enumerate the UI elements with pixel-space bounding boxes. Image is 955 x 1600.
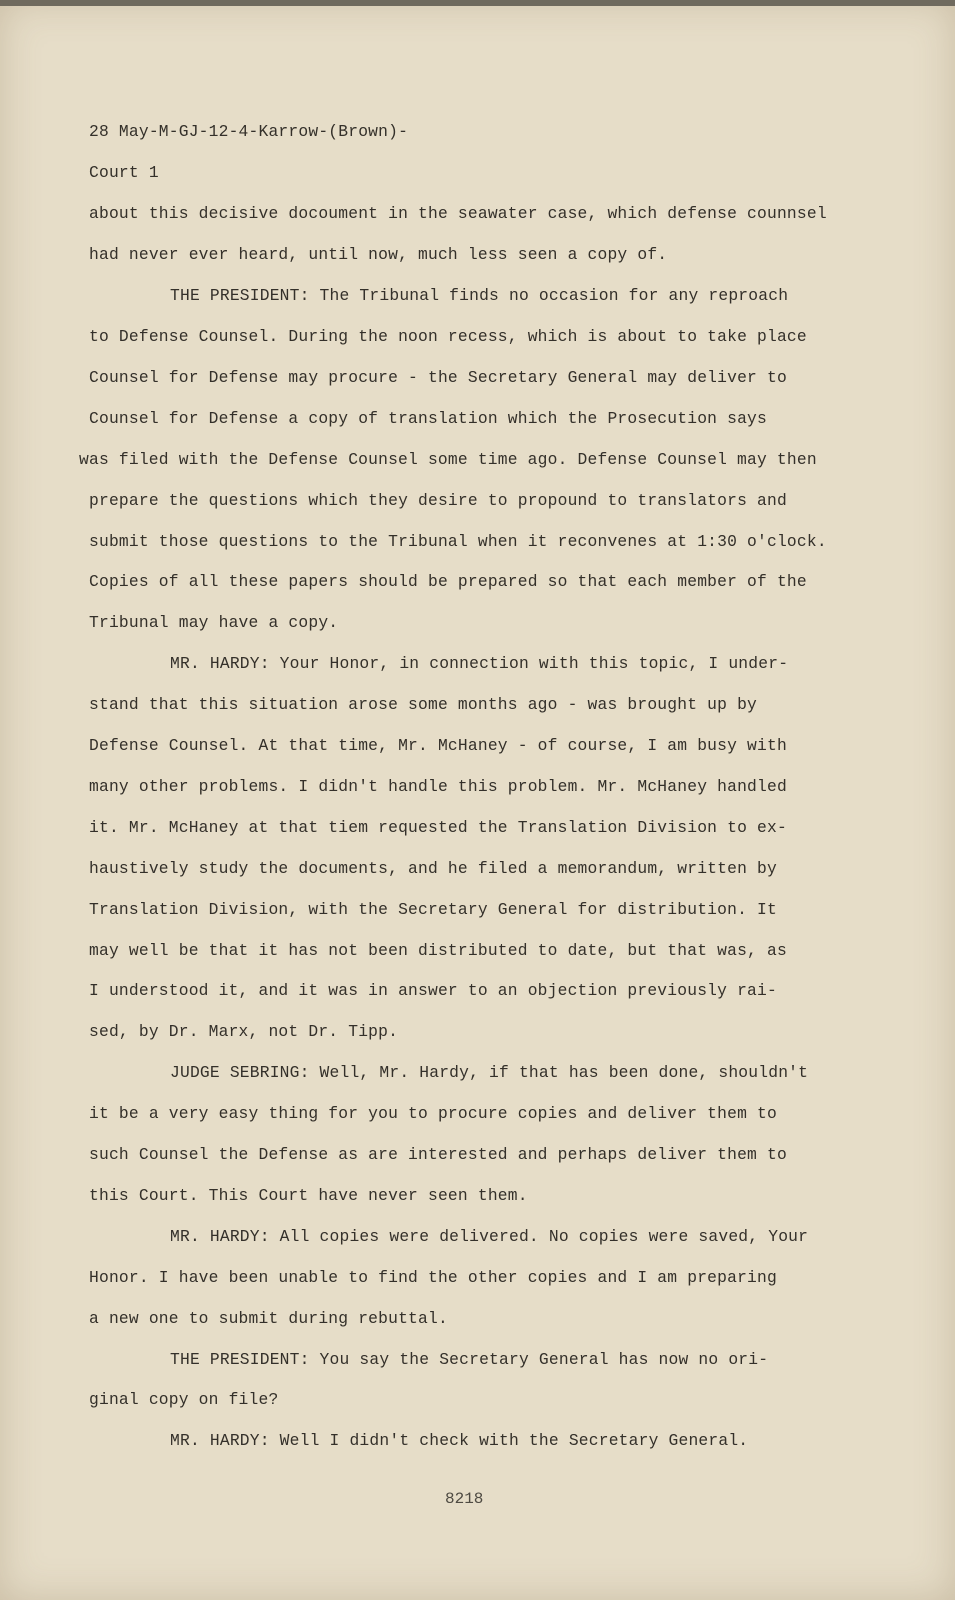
page-top-edge	[0, 0, 955, 6]
text-line: such Counsel the Defense as are interested and perhaps deliver them to	[89, 1145, 787, 1164]
text-line: had never ever heard, until now, much less seen a copy of.	[89, 245, 668, 264]
text-line: to Defense Counsel. During the noon recess, which is about to take place	[89, 327, 807, 346]
text-line: Copies of all these papers should be prepared so that each member of the	[89, 572, 807, 591]
text-line: I understood it, and it was in answer to an objection previously rai-	[89, 981, 777, 1000]
text-line: haustively study the documents, and he filed a memorandum, written by	[89, 859, 777, 878]
text-line: ginal copy on file?	[89, 1390, 279, 1409]
text-line: this Court. This Court have never seen them.	[89, 1186, 528, 1205]
speaker-line: THE PRESIDENT: You say the Secretary General has now no ori-	[170, 1350, 769, 1369]
text-line: Counsel for Defense may procure - the Secretary General may deliver to	[89, 368, 787, 387]
page-number: 8218	[445, 1490, 484, 1508]
text-line: stand that this situation arose some months ago - was brought up by	[89, 695, 758, 714]
text-line: it be a very easy thing for you to procure copies and deliver them to	[89, 1104, 777, 1123]
text-line: Honor. I have been unable to find the other copies and I am preparing	[89, 1268, 777, 1287]
text-line: submit those questions to the Tribunal when it reconvenes at 1:30 o'clock.	[89, 532, 827, 551]
text-line: about this decisive docoument in the seawater case, which defense counnsel	[89, 204, 827, 223]
speaker-line: JUDGE SEBRING: Well, Mr. Hardy, if that has been done, shouldn't	[170, 1063, 809, 1082]
text-line: may well be that it has not been distributed to date, but that was, as	[89, 941, 787, 960]
text-line: it. Mr. McHaney at that tiem requested the Translation Division to ex-	[89, 818, 787, 837]
text-line: was filed with the Defense Counsel some time ago. Defense Counsel may then	[79, 450, 817, 469]
text-line: Tribunal may have a copy.	[89, 613, 339, 632]
speaker-line: MR. HARDY: Well I didn't check with the Secretary General.	[170, 1431, 749, 1450]
text-line: a new one to submit during rebuttal.	[89, 1309, 448, 1328]
court-label: Court 1	[89, 163, 159, 182]
text-line: Counsel for Defense a copy of translation which the Prosecution says	[89, 409, 767, 428]
text-line: prepare the questions which they desire to propound to translators and	[89, 491, 787, 510]
speaker-line: MR. HARDY: Your Honor, in connection with this topic, I under-	[170, 654, 789, 673]
speaker-line: THE PRESIDENT: The Tribunal finds no occasion for any reproach	[170, 286, 789, 305]
document-header: 28 May-M-GJ-12-4-Karrow-(Brown)-	[89, 122, 409, 141]
speaker-line: MR. HARDY: All copies were delivered. No copies were saved, Your	[170, 1227, 809, 1246]
text-line: many other problems. I didn't handle this problem. Mr. McHaney handled	[89, 777, 787, 796]
text-line: sed, by Dr. Marx, not Dr. Tipp.	[89, 1022, 399, 1041]
text-line: Translation Division, with the Secretary General for distribution. It	[89, 900, 777, 919]
text-line: Defense Counsel. At that time, Mr. McHaney - of course, I am busy with	[89, 736, 787, 755]
